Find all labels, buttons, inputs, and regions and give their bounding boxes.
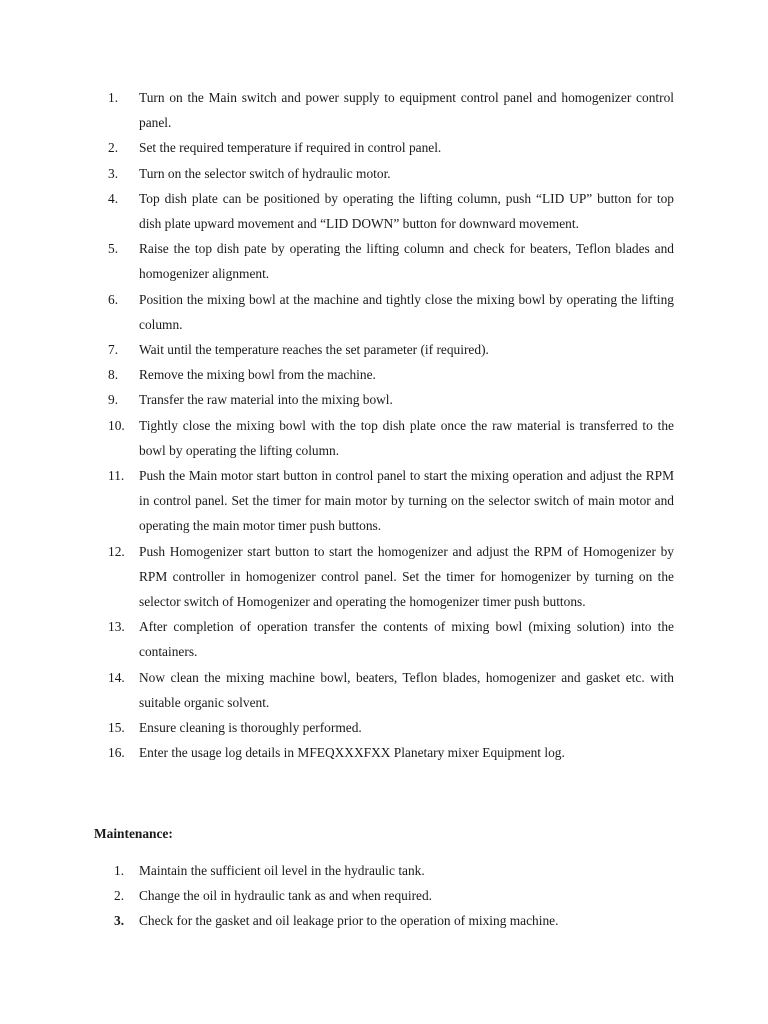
item-number: 1. (108, 90, 119, 105)
list-item (108, 665, 674, 715)
item-text: Set the required temperature if required in control panel. (139, 140, 442, 156)
list-item (108, 337, 674, 362)
item-number: 3. (114, 913, 125, 929)
item-number: 1. (114, 863, 125, 878)
list-item (114, 908, 674, 933)
maintenance-heading: Maintenance: (94, 826, 173, 841)
item-text: Change the oil in hydraulic tank as and when required. (139, 888, 433, 904)
item-text: Turn on the selector switch of hydraulic motor. (139, 165, 391, 181)
list-item (108, 539, 674, 615)
item-number: 13. (108, 619, 125, 635)
item-number: 16. (108, 745, 125, 761)
item-text: Push Homogenizer start button to start the homogenizer and adjust the RPM of Homogenizer by RPM controller in homogenizer control panel. Set the timer for homogenizer by turning on the selector switch of Homogenizer and operating the homogenizer timer push buttons. (139, 543, 674, 610)
list-item (108, 287, 674, 337)
item-text: Transfer the raw material into the mixing bowl. (139, 392, 393, 408)
list-item (108, 614, 674, 664)
item-text: Top dish plate can be positioned by operating the lifting column, push “LID UP” button for top dish plate upward movement and “LID DOWN” button for downward movement. (139, 190, 674, 232)
item-text: Turn on the Main switch and power supply to equipment control panel and homogenizer control panel. (139, 90, 674, 131)
item-text: Push the Main motor start button in control panel to start the mixing operation and adjust the RPM in control panel. Set the timer for main motor by turning on the selector switch of main motor and operating the main motor timer push buttons. (139, 468, 674, 534)
list-item (108, 135, 674, 160)
list-item (108, 413, 674, 463)
list-item (108, 362, 674, 387)
item-text: Remove the mixing bowl from the machine. (139, 367, 376, 383)
operation-steps-list (108, 85, 674, 765)
item-number: 4. (108, 190, 119, 206)
item-text: After completion of operation transfer the contents of mixing bowl (mixing solution) into the containers. (139, 619, 674, 660)
item-text: Ensure cleaning is thoroughly performed. (139, 720, 362, 736)
item-number: 6. (108, 291, 119, 307)
item-text: Wait until the temperature reaches the set parameter (if required). (139, 342, 489, 358)
list-item (114, 858, 674, 883)
item-number: 3. (108, 165, 119, 181)
item-number: 15. (108, 720, 125, 736)
item-text: Position the mixing bowl at the machine and tightly close the mixing bowl by operating the lifting column. (139, 291, 674, 332)
list-item (108, 387, 674, 412)
item-number: 2. (108, 140, 119, 156)
list-item (108, 715, 674, 740)
item-number: 5. (108, 241, 119, 257)
item-number: 14. (108, 669, 125, 685)
item-text: Now clean the mixing machine bowl, beaters, Teflon blades, homogenizer and gasket etc. with suitable organic solvent. (139, 669, 674, 710)
item-text: Raise the top dish pate by operating the lifting column and check for beaters, Teflon blades and homogenizer alignment. (139, 241, 674, 282)
maintenance-list (114, 858, 674, 934)
list-item (108, 463, 674, 539)
item-text: Tightly close the mixing bowl with the top dish plate once the raw material is transferred to the bowl by operating the lifting column. (139, 417, 674, 458)
item-number: 2. (114, 888, 125, 904)
list-item (108, 85, 674, 135)
item-text: Enter the usage log details in MFEQXXXFXX Planetary mixer Equipment log. (139, 745, 565, 761)
item-number: 9. (108, 392, 119, 408)
list-item (108, 740, 674, 765)
item-text: Check for the gasket and oil leakage prior to the operation of mixing machine. (139, 913, 559, 929)
item-number: 10. (108, 417, 125, 433)
item-number: 12. (108, 543, 125, 559)
item-number: 7. (108, 342, 119, 358)
list-item (108, 186, 674, 236)
item-number: 8. (108, 367, 119, 383)
list-item (108, 236, 674, 286)
item-number: 11. (108, 468, 125, 484)
item-text: Maintain the sufficient oil level in the hydraulic tank. (139, 863, 425, 878)
list-item (108, 161, 674, 186)
list-item (114, 883, 674, 908)
